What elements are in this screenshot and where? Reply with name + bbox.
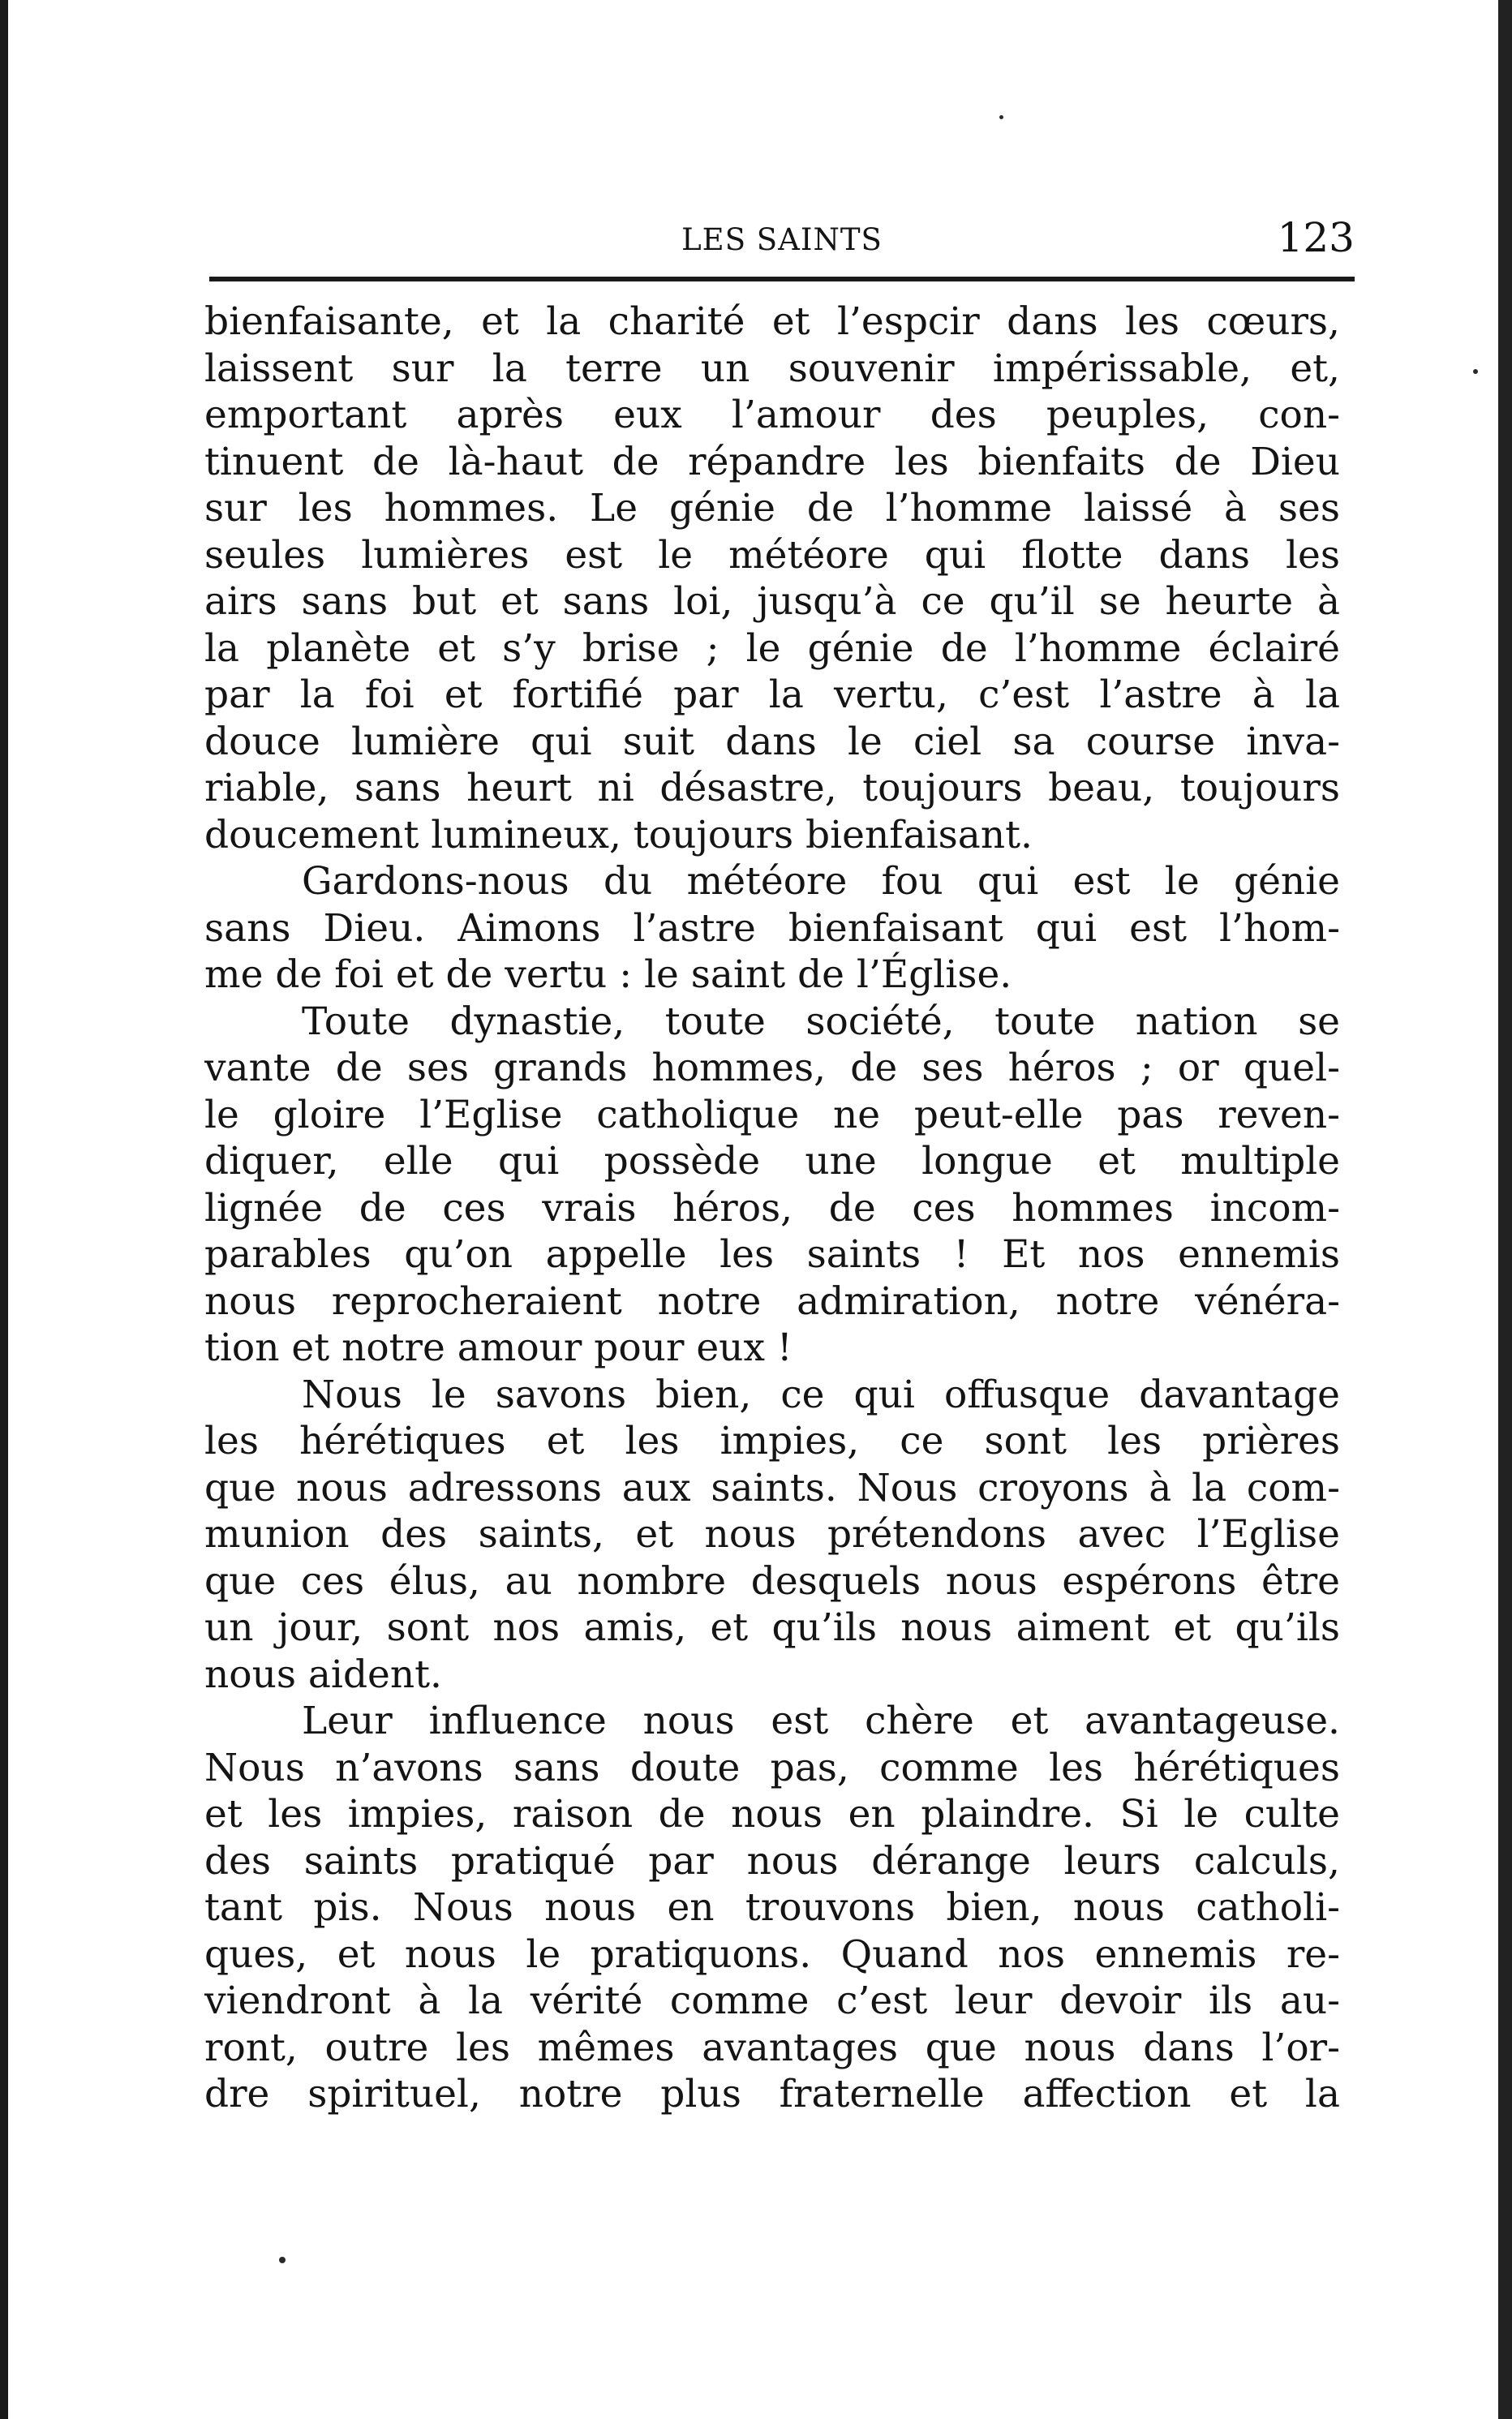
text-line: dre spirituel, notre plus fraternelle affection et la (204, 2072, 1340, 2116)
header-rule (209, 277, 1355, 281)
text-line: bienfaisante, et la charité et l’espcir dans les cœurs, (204, 299, 1340, 344)
body-text (204, 299, 1340, 2262)
text-line: munion des saints, et nous prétendons avec l’Eglise (204, 1512, 1340, 1557)
running-head: LES SAINTS (681, 222, 883, 257)
ink-speck (999, 115, 1003, 119)
text-line: doucement lumineux, toujours bienfaisant. (204, 812, 1033, 857)
text-line: diquer, elle qui possède une longue et multiple (204, 1139, 1340, 1184)
text-line: un jour, sont nos amis, et qu’ils nous aiment et qu’ils (204, 1605, 1340, 1650)
page-number: 123 (1277, 214, 1355, 261)
text-line: Toute dynastie, toute société, toute nation se (302, 999, 1340, 1044)
text-line: laissent sur la terre un souvenir impérissable, et, (204, 346, 1340, 391)
text-line: tinuent de là-haut de répandre les bienfaits de Dieu (204, 439, 1340, 484)
text-line: que ces élus, au nombre desquels nous espérons être (204, 1558, 1340, 1604)
text-line: tant pis. Nous nous en trouvons bien, nous catholi- (204, 1885, 1340, 1930)
text-line: Nous n’avons sans doute pas, comme les hérétiques (204, 1745, 1340, 1790)
text-line: nous reprocheraient notre admiration, notre vénéra- (204, 1278, 1340, 1324)
text-line: ront, outre les mêmes avantages que nous dans l’or- (204, 2025, 1340, 2070)
text-line: et les impies, raison de nous en plaindre. Si le culte (204, 1792, 1340, 1837)
text-line: airs sans but et sans loi, jusqu’à ce qu’il se heurte à (204, 579, 1340, 624)
text-line: la planète et s’y brise ; le génie de l’homme éclairé (204, 625, 1340, 671)
text-line: viendront à la vérité comme c’est leur devoir ils au- (204, 1979, 1340, 2023)
text-line: les hérétiques et les impies, ce sont les prières (204, 1419, 1340, 1463)
text-line: sur les hommes. Le génie de l’homme laissé à ses (204, 486, 1340, 531)
page-edge-left (0, 0, 8, 2419)
text-line: le gloire l’Eglise catholique ne peut-elle pas reven- (204, 1092, 1340, 1137)
page-header (209, 213, 1355, 277)
text-line: seules lumières est le météore qui flotte dans les (204, 532, 1340, 578)
text-line: par la foi et fortifié par la vertu, c’est l’astre à la (204, 672, 1340, 717)
text-line: me de foi et de vertu : le saint de l’Église. (204, 952, 1012, 997)
text-line: Nous le savons bien, ce qui offusque davantage (302, 1372, 1340, 1417)
text-line: des saints pratiqué par nous dérange leurs calculs, (204, 1838, 1340, 1884)
text-line: sans Dieu. Aimons l’astre bienfaisant qui est l’hom- (204, 905, 1340, 951)
text-line: riable, sans heurt ni désastre, toujours beau, toujours (204, 766, 1340, 810)
text-line: emportant après eux l’amour des peuples, con- (204, 393, 1340, 437)
text-line: lignée de ces vrais héros, de ces hommes incom- (204, 1185, 1340, 1231)
ink-speck (279, 2257, 286, 2263)
text-line: vante de ses grands hommes, de ses héros ; or quel- (204, 1046, 1340, 1090)
text-line: Leur influence nous est chère et avantageuse. (302, 1699, 1340, 1743)
text-line: Gardons-nous du météore fou qui est le génie (302, 859, 1340, 904)
text-line: que nous adressons aux saints. Nous croyons à la com- (204, 1465, 1340, 1510)
ink-speck (1473, 369, 1478, 374)
text-line: tion et notre amour pour eux ! (204, 1326, 793, 1370)
text-line: douce lumière qui suit dans le ciel sa course inva- (204, 719, 1340, 764)
text-line: nous aident. (204, 1652, 442, 1697)
page-edge-right (1498, 0, 1512, 2419)
text-line: parables qu’on appelle les saints ! Et nos ennemis (204, 1232, 1340, 1277)
text-line: ques, et nous le pratiquons. Quand nos ennemis re- (204, 1931, 1340, 1977)
